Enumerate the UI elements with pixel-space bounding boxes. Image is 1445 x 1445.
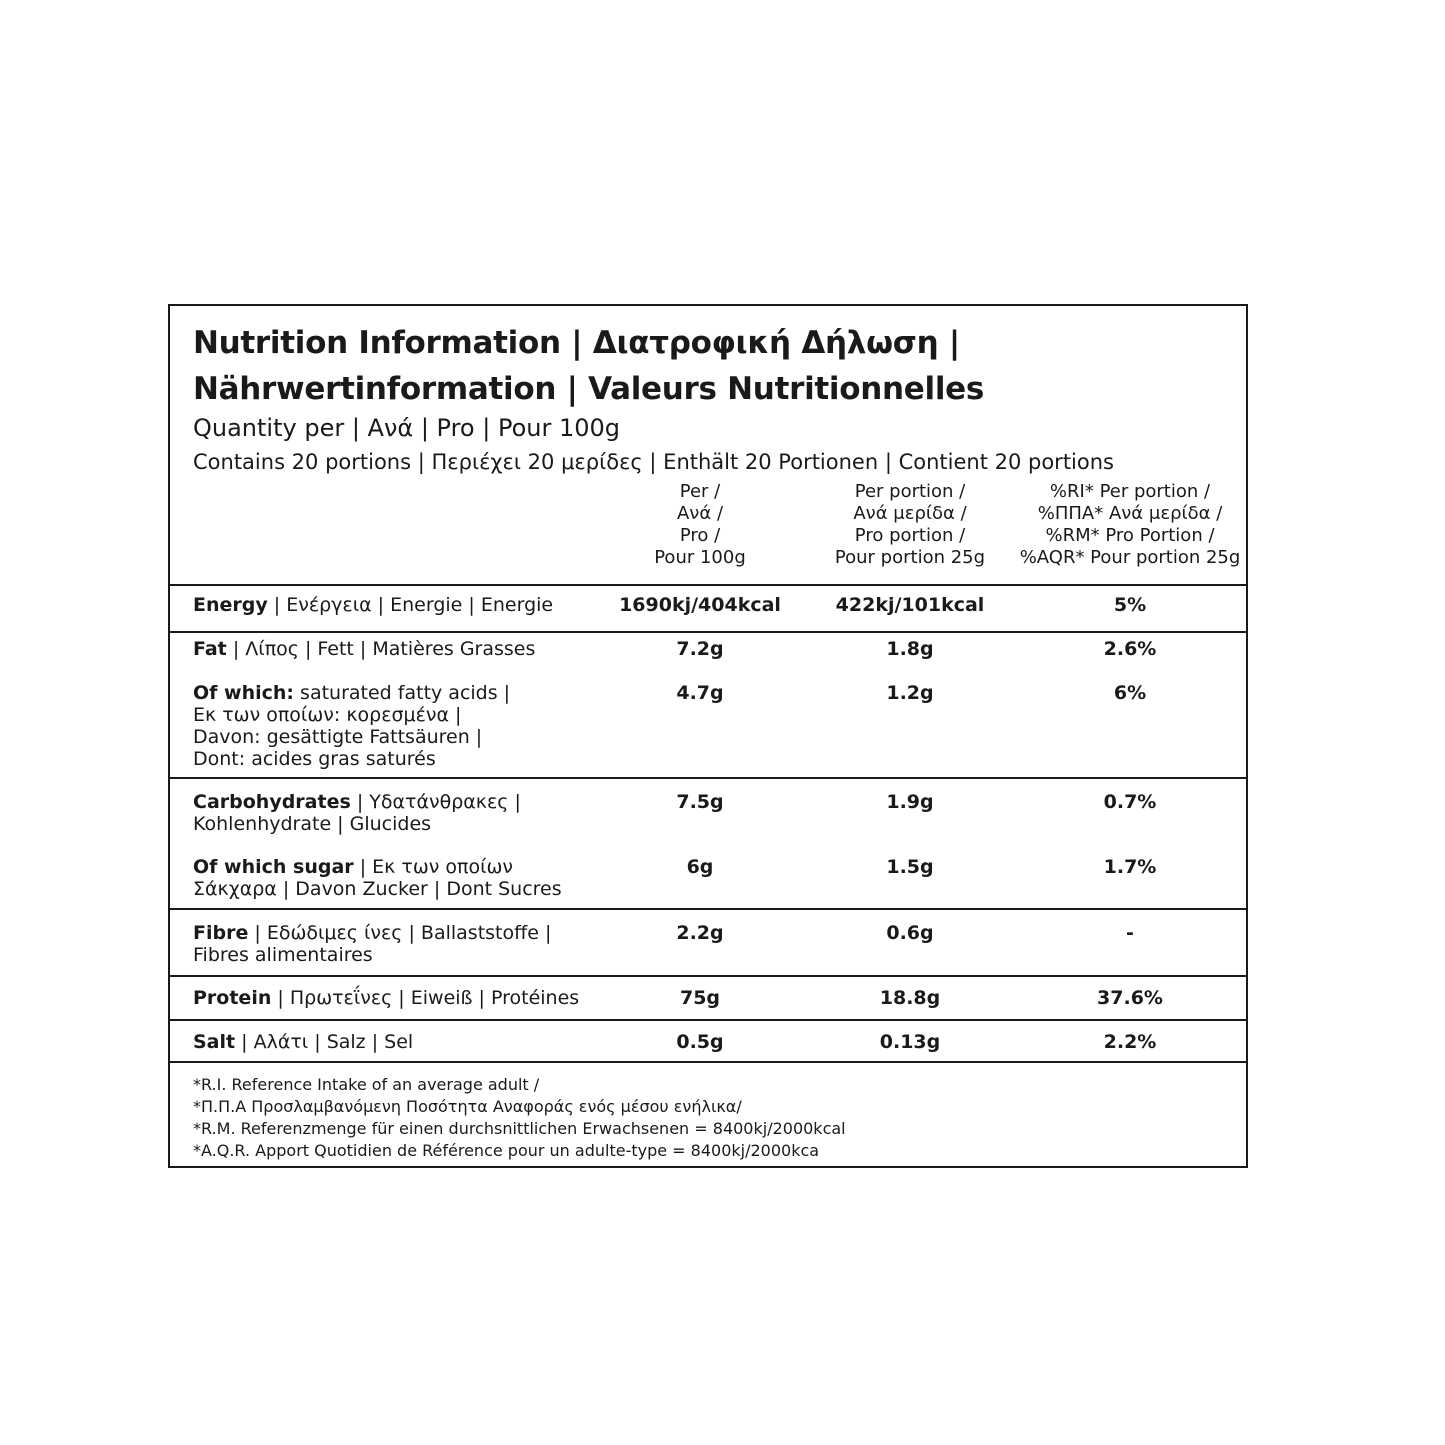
value-ri: - <box>1126 922 1134 944</box>
value-per-100g: 1690kj/404kcal <box>619 594 781 616</box>
value-ri: 0.7% <box>1103 791 1157 813</box>
footnotes <box>193 1074 846 1162</box>
column-header-ri <box>1010 481 1250 569</box>
value-per-100g: 2.2g <box>676 922 724 944</box>
value-ri: 5% <box>1113 594 1147 616</box>
value-ri: 1.7% <box>1103 856 1157 878</box>
value-per-portion: 0.13g <box>879 1031 941 1053</box>
header-line: %RM* Pro Portion / <box>1045 525 1215 546</box>
header-line: Ανά μερίδα / <box>853 503 967 524</box>
header-line: Per portion / <box>854 481 966 502</box>
quantity-line: Quantity per | Ανά | Pro | Pour 100g <box>193 414 621 442</box>
value-per-portion: 18.8g <box>879 987 941 1009</box>
value-per-100g: 7.2g <box>676 638 724 660</box>
value-per-portion: 1.8g <box>886 638 934 660</box>
header-line: Pour portion 25g <box>834 547 986 568</box>
divider <box>170 584 1246 586</box>
footnote: *R.I. Reference Intake of an average adult / <box>193 1075 540 1094</box>
nutrient-label: Of which: saturated fatty acids | Εκ των οποίων: κορεσμένα | Davon: gesättigte Fattsäuren | Dont: acides gras saturés <box>193 682 511 770</box>
divider <box>170 777 1246 779</box>
footnote: *R.M. Referenzmenge für einen durchsnittlichen Erwachsenen = 8400kj/2000kcal <box>193 1119 846 1138</box>
value-per-portion: 1.5g <box>886 856 934 878</box>
value-per-100g: 4.7g <box>676 682 724 704</box>
header-line: Pour 100g <box>654 547 746 568</box>
divider <box>170 1061 1246 1063</box>
nutrient-label: Protein | Πρωτεΐνες | Eiweiß | Protéines <box>193 987 580 1009</box>
portions-line: Contains 20 portions | Περιέχει 20 μερίδες | Enthält 20 Portionen | Contient 20 portions <box>193 450 1114 474</box>
value-per-portion: 1.9g <box>886 791 934 813</box>
nutrition-panel <box>168 304 1248 1168</box>
header-line: %RI* Per portion / <box>1049 481 1211 502</box>
nutrient-label: Energy | Ενέργεια | Energie | Energie <box>193 594 554 616</box>
divider <box>170 631 1246 633</box>
column-header-per-portion <box>820 481 1000 569</box>
nutrient-label: Carbohydrates | Υδατάνθρακες | Kohlenhydrate | Glucides <box>193 791 521 835</box>
value-per-portion: 1.2g <box>886 682 934 704</box>
value-per-100g: 7.5g <box>676 791 724 813</box>
footnote: *A.Q.R. Apport Quotidien de Référence pour un adulte-type = 8400kj/2000kca <box>193 1141 820 1160</box>
divider <box>170 1019 1246 1021</box>
nutrient-label: Salt | Αλάτι | Salz | Sel <box>193 1031 414 1053</box>
title-line-1: Nutrition Information | Διατροφική Δήλωση | <box>193 325 960 361</box>
value-ri: 2.2% <box>1103 1031 1157 1053</box>
header-line: Per / <box>679 481 721 502</box>
header-line: %ΠΠΑ* Ανά μερίδα / <box>1037 503 1223 524</box>
header-line: Pro / <box>679 525 721 546</box>
value-per-portion: 0.6g <box>886 922 934 944</box>
nutrient-label: Fat | Λίπος | Fett | Matières Grasses <box>193 638 536 660</box>
value-ri: 37.6% <box>1097 987 1163 1009</box>
divider <box>170 975 1246 977</box>
footnote: *Π.Π.Α Προσλαμβανόμενη Ποσότητα Αναφοράς ενός μέσου ενήλικα/ <box>193 1097 742 1116</box>
value-per-100g: 6g <box>686 856 714 878</box>
value-per-100g: 75g <box>679 987 721 1009</box>
header-line: Ανά / <box>676 503 724 524</box>
nutrient-label: Of which sugar | Εκ των οποίων Σάκχαρα | Davon Zucker | Dont Sucres <box>193 856 562 900</box>
value-per-portion: 422kj/101kcal <box>835 594 985 616</box>
column-header-per-100g <box>610 481 790 569</box>
divider <box>170 908 1246 910</box>
header-line: Pro portion / <box>854 525 966 546</box>
title-line-2: Nährwertinformation | Valeurs Nutritionnelles <box>193 371 985 407</box>
header-line: %AQR* Pour portion 25g <box>1019 547 1241 568</box>
value-ri: 2.6% <box>1103 638 1157 660</box>
nutrient-label: Fibre | Εδώδιμες ίνες | Ballaststoffe | Fibres alimentaires <box>193 922 552 966</box>
value-per-100g: 0.5g <box>676 1031 724 1053</box>
value-ri: 6% <box>1113 682 1147 704</box>
